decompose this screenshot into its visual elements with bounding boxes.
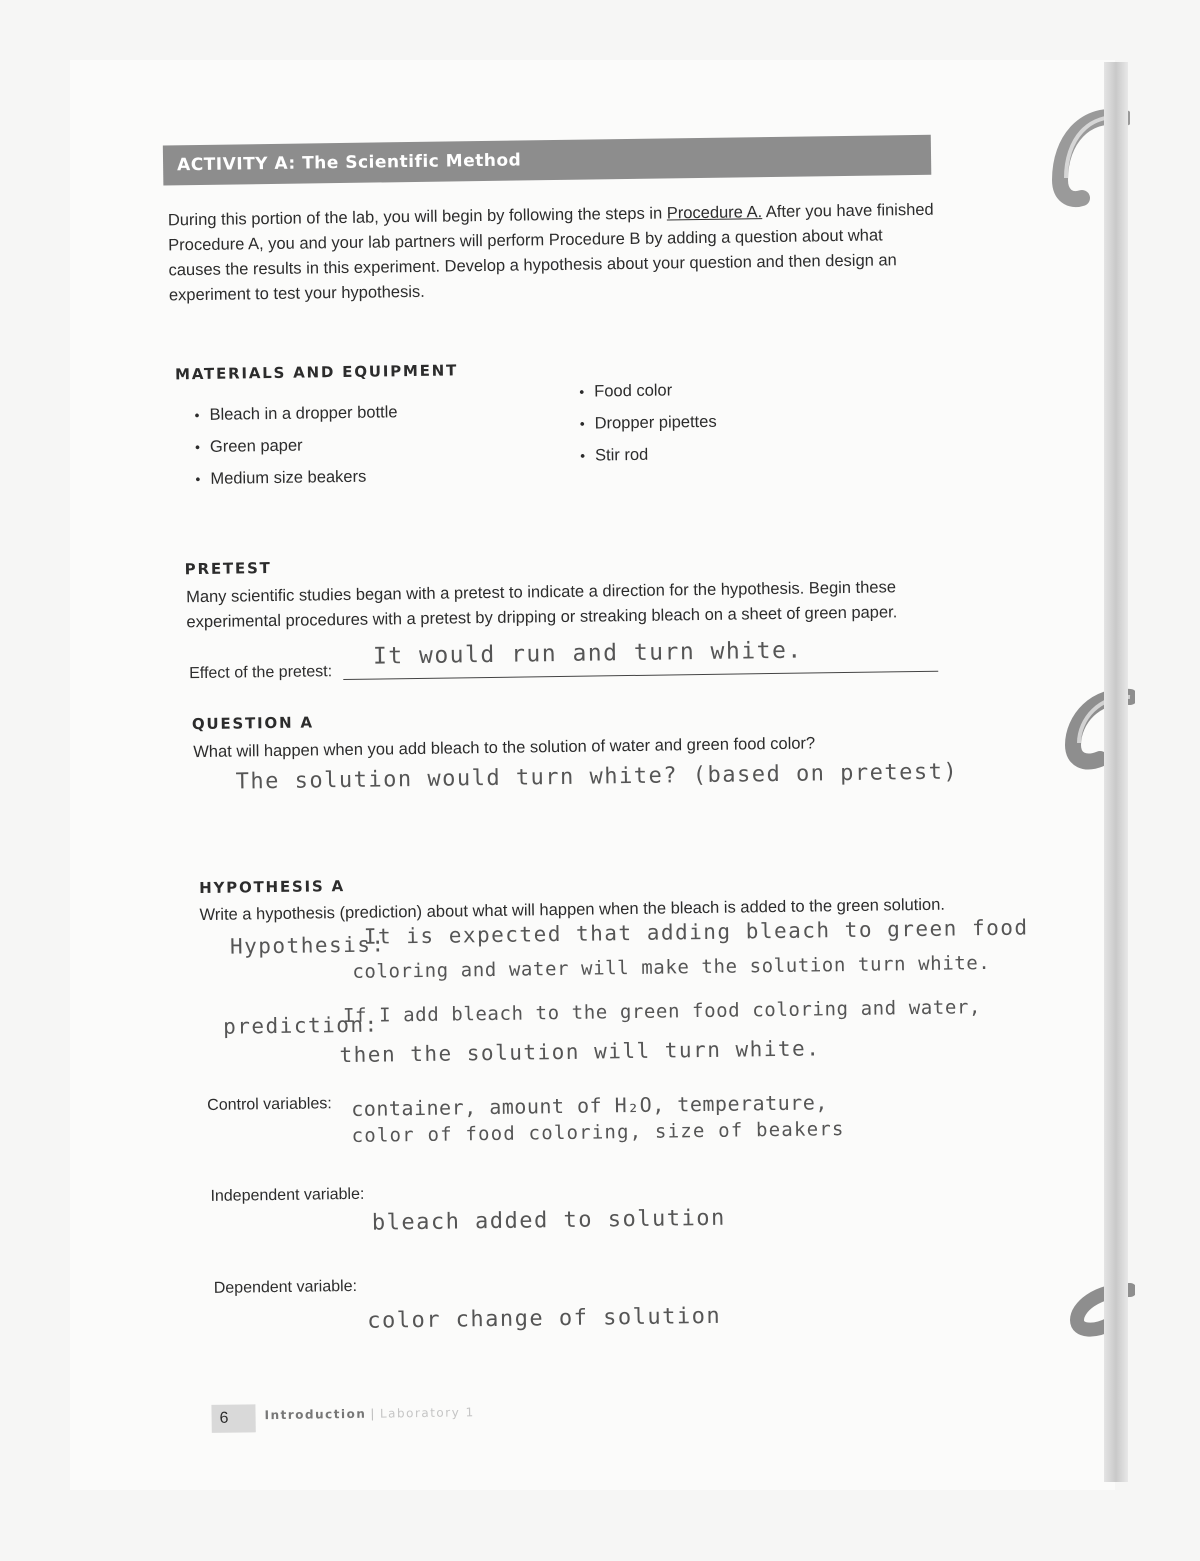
pretest-effect-label: Effect of the pretest: — [189, 663, 333, 683]
page-number: 6 — [211, 1404, 255, 1433]
dependent-variable-label: Dependent variable: — [213, 1277, 358, 1297]
activity-banner: ACTIVITY A: The Scientific Method — [163, 135, 931, 186]
list-item: • Green paper — [195, 428, 398, 463]
hypothesis-heading: HYPOTHESIS A — [199, 877, 346, 898]
question-heading: QUESTION A — [191, 713, 314, 734]
question-answer: The solution would turn white? (based on pretest) — [235, 759, 959, 795]
pretest-effect-answer: It would run and turn white. — [372, 637, 803, 670]
list-item: • Bleach in a dropper bottle — [194, 396, 397, 431]
materials-list-right — [579, 374, 717, 472]
control-variables-line-1: container, amount of H₂O, temperature, — [351, 1090, 828, 1121]
prediction-line-2: then the solution will turn white. — [339, 1036, 821, 1068]
procedure-a-link: Procedure A. — [666, 203, 763, 223]
prediction-line-1: If I add bleach to the green food coloring and water, — [342, 996, 982, 1028]
intro-paragraph: During this portion of the lab, you will begin by following the steps in Procedure A. After you have finished Procedure A, you and your lab partners will perform Procedure B by adding a question about what causes the results in this experiment. Develop a hypothesis about your question and then design an experiment to test your hypothesis. — [167, 200, 934, 305]
materials-list-left — [194, 396, 398, 495]
independent-variable-label: Independent variable: — [210, 1185, 365, 1205]
independent-variable-answer: bleach added to solution — [371, 1205, 726, 1236]
hypothesis-instructions: Write a hypothesis (prediction) about what will happen when the bleach is added to the green solution. — [199, 895, 946, 925]
dependent-variable-answer: color change of solution — [367, 1303, 722, 1334]
hypothesis-label: Hypothesis: — [229, 932, 386, 959]
list-item: • Stir rod — [580, 438, 717, 472]
question-text: What will happen when you add bleach to the solution of water and green food color? — [193, 734, 816, 762]
list-item: • Dropper pipettes — [580, 406, 717, 440]
control-variables-label: Control variables: — [207, 1095, 332, 1114]
answer-line — [343, 671, 938, 680]
materials-heading: MATERIALS AND EQUIPMENT — [174, 361, 459, 384]
pretest-heading: PRETEST — [184, 559, 272, 579]
hypothesis-line-1: It is expected that adding bleach to green food — [363, 915, 1029, 949]
footer-section: Introduction | Laboratory 1 — [264, 1405, 475, 1423]
pretest-text: Many scientific studies began with a pretest to indicate a direction for the hypothesis. Begin these experimental procedures with a pretest by dripping or streaking bleach on a sheet of green paper. — [186, 578, 898, 632]
hypothesis-line-2: coloring and water will make the solution turn white. — [352, 952, 991, 983]
list-item: • Medium size beakers — [195, 460, 398, 495]
prediction-label: prediction: — [222, 1012, 379, 1039]
control-variables-line-2: color of food coloring, size of beakers — [351, 1118, 845, 1147]
list-item: • Food color — [579, 374, 716, 408]
